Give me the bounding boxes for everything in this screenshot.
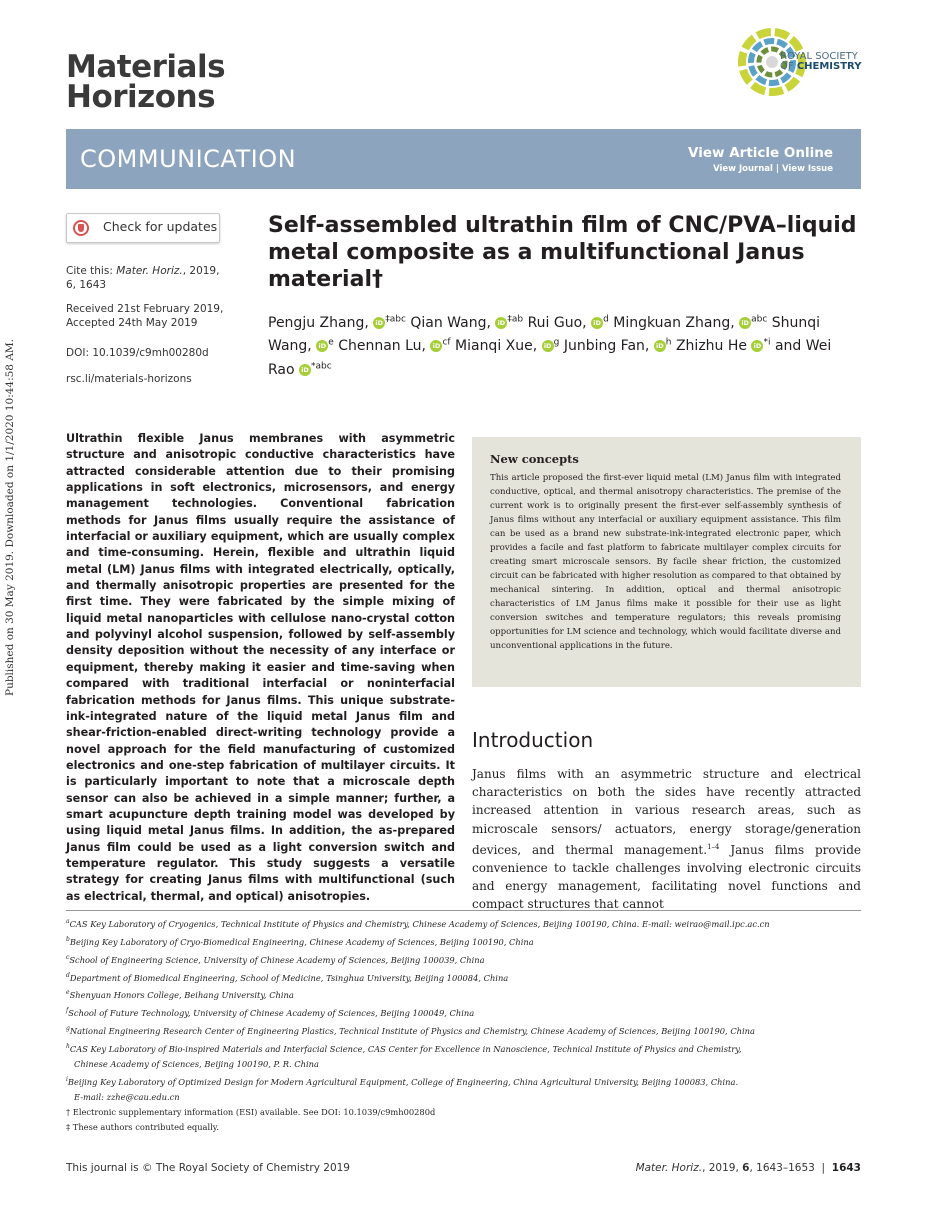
bookmark-icon — [73, 220, 89, 236]
author[interactable] — [338, 338, 450, 354]
new-concepts-text: This article proposed the first-ever liquid metal (LM) Janus film with integrated conductive, optical, and thermal anisotropy characteristics. The premise of the current work is to originally present the first-ever self-assembly synthesis of Janus films without any interfacial or auxiliary equipment assistance. This film can be used as a brand new substrate-ink-integrated electronic paper, which provides a facile and fast platform to fabricate multilayer complex circuits for creating smart microscale sensors. By facile shear friction, the customized circuit can be fabricated with higher resolution as compared to that obtained by mechanical sintering. In addition, optical and thermal anisotropic characteristics of LM Janus films make it possible for their use as light conversion switches and temperature regulators; this reveals promising opportunities for LM science and technology, which would facilitate diverse and unconventional applications in the future. — [490, 473, 841, 651]
affiliation-footnote-cont: E-mail: zzhe@cau.edu.cn — [74, 1091, 180, 1102]
journal-name-line1: Materials — [66, 49, 226, 85]
doi[interactable]: DOI: 10.1039/c9mh00280d — [66, 347, 209, 359]
received-date: Received 21st February 2019, — [66, 303, 224, 315]
affiliation-footnote: $^f$School of Future Technology, University of Chinese Academy of Sciences, Beijing 100049, China — [66, 1007, 475, 1019]
author[interactable] — [564, 338, 672, 354]
affiliation-footnote: $^g$National Engineering Research Center of Engineering Plastics, Technical Institute of Physics and Chemistry, Chinese Academy of Sciences, Beijing 100190, China — [66, 1025, 755, 1036]
author-list — [268, 309, 860, 380]
author-affiliation: *i — [763, 337, 771, 348]
page-footer: Mater. Horiz., 2019, 6, 1643–1653 | 1643 — [635, 1162, 861, 1174]
author-affiliation: ‡abc — [385, 314, 406, 324]
author[interactable] — [528, 315, 609, 331]
publisher-line2: OF CHEMISTRY — [780, 61, 862, 72]
publication-sidebar-note: Published on 30 May 2019. Downloaded on 1/1/2020 10:44:58 AM. — [4, 339, 16, 696]
journal-name-line2: Horizons — [66, 79, 216, 115]
reference-link[interactable]: 1–4 — [707, 842, 720, 851]
author-name: Rui Guo, — [527, 314, 592, 331]
author[interactable] — [676, 338, 771, 354]
publisher-name — [780, 52, 861, 72]
affiliation-footnote: $^d$Department of Biomedical Engineering, School of Medicine, Tsinghua University, Beijing 100084, China — [66, 971, 509, 983]
author[interactable] — [613, 315, 767, 331]
orcid-icon[interactable]: iD — [591, 317, 603, 329]
affiliation-footnote: $^b$Beijing Key Laboratory of Cryo-Biomedical Engineering, Chinese Academy of Sciences, Beijing 100190, China — [66, 935, 534, 947]
author-affiliation: e — [328, 337, 334, 348]
author-name: Chennan Lu, — [338, 338, 431, 355]
author-affiliation: ‡ab — [507, 314, 524, 324]
check-for-updates-label: Check for updates — [103, 219, 218, 234]
new-concepts-heading: New concepts — [490, 452, 579, 466]
section-type: COMMUNICATION — [80, 145, 297, 173]
affiliation-footnote: $^a$CAS Key Laboratory of Cryogenics, Technical Institute of Physics and Chemistry, Chinese Academy of Sciences, Beijing 100190, China. E-mail: weirao@mail.ipc.ac.cn — [66, 918, 770, 929]
page-number: 1643 — [831, 1162, 861, 1174]
orcid-icon[interactable]: iD — [654, 340, 666, 352]
equal-contribution-note: ‡ These authors contributed equally. — [66, 1122, 220, 1133]
orcid-icon[interactable]: iD — [739, 317, 751, 329]
view-article-online-link[interactable]: View Article Online — [688, 145, 833, 161]
affiliations — [66, 914, 866, 1135]
author-name: Mingkuan Zhang, — [613, 314, 740, 331]
banner-sub-links: View Journal | View Issue — [713, 164, 833, 174]
view-issue-link[interactable]: View Issue — [781, 164, 833, 174]
author[interactable] — [268, 315, 406, 331]
check-for-updates-button[interactable] — [66, 213, 220, 243]
affiliation-footnote: $^h$CAS Key Laboratory of Bio-inspired Materials and Interfacial Science, CAS Center for Excellence in Nanoscience, Technical Institute of Physics and Chemistry, — [66, 1043, 742, 1054]
affiliation-footnote-cont: Chinese Academy of Sciences, Beijing 100190, P. R. China — [74, 1058, 319, 1069]
author[interactable] — [410, 315, 523, 331]
received-dates — [66, 302, 223, 330]
orcid-icon[interactable]: iD — [430, 340, 442, 352]
footnote-divider — [66, 910, 861, 911]
author-affiliation: g — [553, 337, 560, 348]
journal-name — [66, 49, 226, 115]
affiliation-footnote: $^c$School of Engineering Science, University of Chinese Academy of Sciences, Beijing 100039, China — [66, 953, 485, 965]
orcid-icon[interactable]: iD — [542, 340, 554, 352]
orcid-icon[interactable]: iD — [299, 364, 311, 376]
accepted-date: Accepted 24th May 2019 — [66, 317, 198, 329]
citation: Cite this: Mater. Horiz., 2019, 6, 1643 — [66, 265, 220, 291]
author-name: Pengju Zhang, — [268, 314, 374, 331]
introduction-text: Janus films with an asymmetric structure and electrical characteristics on both the sides have recently attracted increased attention in various research areas, such as microscale sensors/ actuators, energy storage/generation devices, and thermal management.$^{1-4}$ Janus films provide convenience to tackle challenges involving electronic circuits and energy management, facilitating novel functions and compact structures that cannot — [472, 767, 861, 912]
author[interactable] — [455, 338, 559, 354]
author-affiliation: h — [665, 337, 672, 348]
author-affiliation: *abc — [311, 361, 332, 372]
orcid-icon[interactable]: iD — [495, 317, 507, 329]
journal-url-link[interactable]: rsc.li/materials-horizons — [66, 373, 192, 385]
affiliation-footnote: $^i$Beijing Key Laboratory of Optimized Design for Modern Agricultural Equipment, College of Engineering, China Agricultural University, Beijing 100083, China. — [66, 1075, 739, 1087]
orcid-icon[interactable]: iD — [373, 317, 385, 329]
author-name: Zhizhu He — [675, 338, 752, 355]
author-name: Mianqi Xue, — [455, 338, 542, 355]
orcid-icon[interactable]: iD — [316, 340, 328, 352]
abstract: Ultrathin flexible Janus membranes with asymmetric structure and anisotropic conductive characteristics have attracted considerable attention due to their promising applications in soft electronics, microsensors, and energy management technologies. Conventional fabrication methods for Janus films usually require the assistance of interfacial or auxiliary equipment, which are usually complex and time-consuming. Herein, flexible and ultrathin liquid metal (LM) Janus films with integrated electrically, optically, and thermally anisotropic properties are presented for the first time. They were fabricated by the simple mixing of liquid metal nanoparticles with cellulose nano-crystal cotton and polyvinyl alcohol suspension, followed by self-assembly density deposition without the necessity of any interface or equipment, thereby making it easier and time-saving when compared with traditional interfacial or noninterfacial fabrication methods for Janus films. This unique substrate-ink-integrated nature of the liquid metal Janus film and shear-friction-enabled direct-writing technology provide a novel approach for the field manufacturing of customized electronics and one-step fabrication of multilayer circuits. It is particularly important to note that a microscale depth sensor can also be achieved in a simple manner; further, a smart acupuncture depth training model was developed by using liquid metal Janus films. In addition, the as-prepared Janus film could be used as a light conversion switch and temperature regulator. This study suggests a versatile strategy for creating Janus films with multifunctional (such as electrical, thermal, and optical) anisotropies. — [66, 432, 455, 903]
orcid-icon[interactable]: iD — [751, 340, 763, 352]
author-name: and Wei Rao — [268, 338, 832, 378]
author-affiliation: cf — [442, 337, 451, 348]
article-title: Self-assembled ultrathin film of CNC/PVA–liquid metal composite as a multifunctional Janus material† — [268, 213, 857, 292]
publisher-line1: ROYAL SOCIETY — [780, 51, 858, 62]
esi-note: † Electronic supplementary information (ESI) available. See DOI: 10.1039/c9mh00280d — [66, 1106, 436, 1117]
view-journal-link[interactable]: View Journal — [713, 164, 773, 174]
author-affiliation: abc — [751, 314, 768, 324]
introduction-heading: Introduction — [472, 728, 594, 752]
author-affiliation: d — [603, 314, 609, 324]
author-name: Qian Wang, — [410, 314, 496, 331]
affiliation-footnote: $^e$Shenyuan Honors College, Beihang University, China — [66, 989, 294, 1001]
author-name: Shunqi Wang, — [268, 314, 821, 355]
copyright-footer: This journal is © The Royal Society of Chemistry 2019 — [66, 1162, 350, 1174]
author-name: Junbing Fan, — [563, 338, 654, 355]
